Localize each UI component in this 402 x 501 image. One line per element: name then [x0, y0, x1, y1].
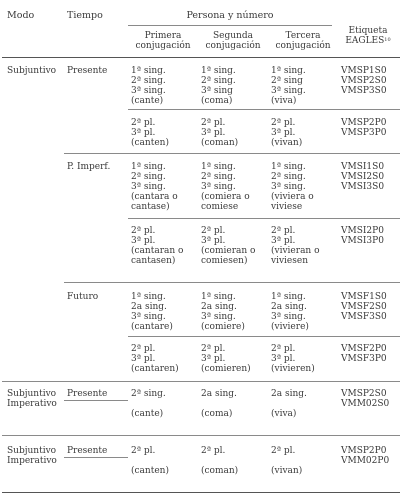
- row-tag: VMSP1S0 VMSP2S0 VMSP3S0: [341, 66, 387, 96]
- header-col1: Primera conjugación: [135, 31, 191, 51]
- row-tag: VMSP2S0 VMM02S0: [341, 389, 390, 409]
- row-tiempo: Presente: [67, 66, 108, 76]
- row-col1: 2ª pl. 3ª pl. (cantaren): [131, 344, 179, 374]
- header-modo: Modo: [7, 10, 35, 21]
- header-persona-rule: [128, 25, 332, 26]
- row-tiempo: Presente: [67, 389, 108, 399]
- row-col3: 2ª pl. 3ª pl. (vivan): [271, 118, 303, 148]
- row-col1: 2ª pl. (canten): [131, 446, 169, 476]
- row-tag: VMSI1S0 VMSI2S0 VMSI3S0: [341, 162, 385, 192]
- row-col3: 2ª pl. 3ª pl. (vivieren): [271, 344, 315, 374]
- row-tiempo: P. Imperf.: [67, 162, 111, 172]
- row-col2: 2ª pl. 3ª pl. (comieran o comiesen): [201, 226, 256, 266]
- row-tiempo: Presente: [67, 446, 108, 456]
- header-persona-numero: Persona y número: [186, 10, 274, 21]
- row-col1: 2ª sing. (cante): [131, 389, 166, 419]
- row-col1: 1ª sing. 2ª sing. 3ª sing. (cantara o cantase): [131, 162, 178, 212]
- row-divider: [64, 282, 400, 283]
- row-col3: 1ª sing. 2ª sing 3ª sing. (viva): [271, 66, 306, 106]
- header-tiempo: Tiempo: [67, 10, 103, 21]
- row-tag: VMSI2P0 VMSI3P0: [341, 226, 384, 246]
- row-col2: 2ª pl. 3ª pl. (comieren): [201, 344, 251, 374]
- row-col1: 1ª sing. 2ª sing. 3ª sing. (cante): [131, 66, 166, 106]
- header-col2: Segunda conjugación: [205, 31, 261, 51]
- row-divider: [2, 381, 400, 382]
- row-divider: [64, 153, 400, 154]
- row-col1: 2ª pl. 3ª pl. (cantaran o cantasen): [131, 226, 184, 266]
- header-bottom-rule: [2, 57, 400, 58]
- row-col1: 1ª sing. 2a sing. 3ª sing. (cantare): [131, 292, 173, 332]
- header-footnote: 10: [384, 37, 391, 43]
- row-col3: 2ª pl. 3ª pl. (vivieran o viviesen: [271, 226, 320, 266]
- row-divider: [2, 435, 400, 436]
- row-col3: 1ª sing. 2ª sing. 3ª sing. (viviera o viviese: [271, 162, 314, 212]
- row-col3: 1ª sing. 2a sing. 3ª sing. (viviere): [271, 292, 309, 332]
- row-col3: 2a sing. (viva): [271, 389, 307, 419]
- row-col2: 2a sing. (coma): [201, 389, 237, 419]
- row-tag: VMSP2P0 VMM02P0: [341, 446, 390, 466]
- header-etiqueta: [334, 26, 402, 46]
- header-col3: Tercera conjugación: [275, 31, 331, 51]
- row-tag: VMSF2P0 VMSF3P0: [341, 344, 387, 364]
- table-bottom-rule: [2, 492, 400, 493]
- row-modo: Subjuntivo Imperativo: [7, 389, 57, 409]
- tiempo-underline: [64, 400, 128, 401]
- header-etiqueta-text: Etiqueta EAGLES: [345, 26, 388, 46]
- row-tag: VMSP2P0 VMSP3P0: [341, 118, 387, 138]
- row-tag: VMSF1S0 VMSF2S0 VMSF3S0: [341, 292, 387, 322]
- tiempo-underline: [64, 457, 128, 458]
- row-divider: [128, 336, 400, 337]
- row-col2: 1ª sing. 2a sing. 3ª sing. (comiere): [201, 292, 245, 332]
- row-modo: Subjuntivo: [7, 66, 57, 76]
- row-divider: [128, 109, 400, 110]
- row-col2: 1ª sing. 2ª sing. 3ª sing. (comiera o comiese: [201, 162, 250, 212]
- row-divider: [128, 218, 400, 219]
- row-col3: 2ª pl. (vivan): [271, 446, 303, 476]
- row-col2: 1ª sing. 2ª sing. 3ª sing (coma): [201, 66, 236, 106]
- row-tiempo: Futuro: [67, 292, 99, 302]
- row-modo: Subjuntivo Imperativo: [7, 446, 57, 466]
- row-col1: 2ª pl. 3ª pl. (canten): [131, 118, 169, 148]
- row-col2: 2ª pl. 3ª pl. (coman): [201, 118, 239, 148]
- row-col2: 2ª pl. (coman): [201, 446, 239, 476]
